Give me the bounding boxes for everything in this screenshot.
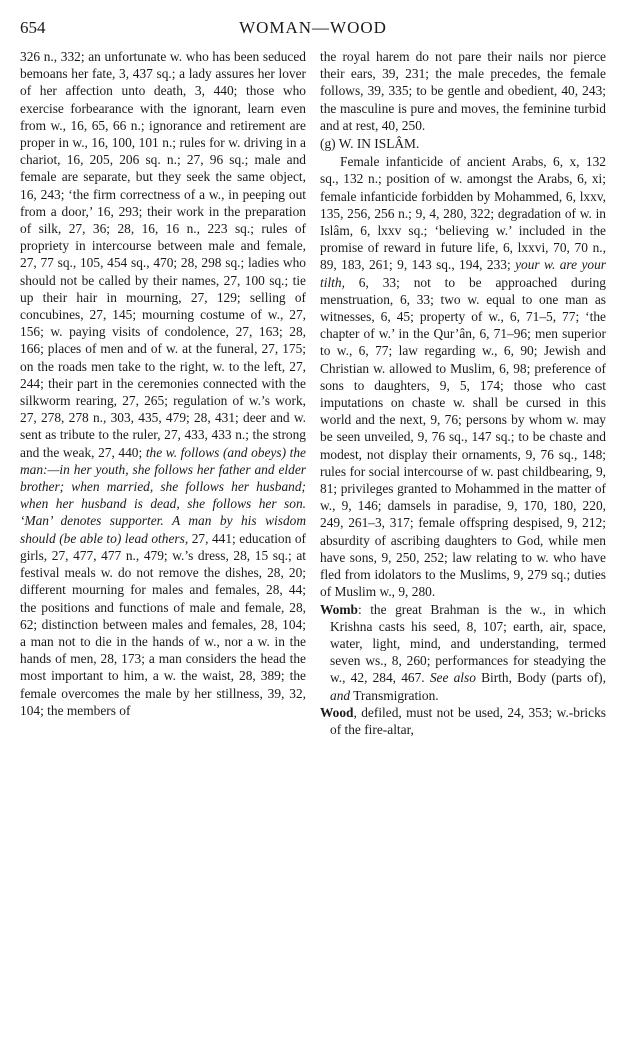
islam-text-2: 6, 33; not to be approached during menstruation, 6, 33; two w. equal to one man as witnesses, 6, 45; property of w., 6, 71–5, 77; ‘the chapter of w.’ in the Qur’ân, 6, 71–96; men superior to w., 6, 77; law regarding w., 6, 90; Jewish and Christian w. allowed to Muslim, 6, 98; preference of sons to daughters, 9, 5, 174; those who cast imputations on chaste w. shall be cursed in this world and the next, 9, 76; persons by whom w. may be seen unveiled, 9, 76 sq., 147 sq.; to be chaste and modest, not display their ornaments, 9, 76 sq., 148; rules for social intercourse of w. past childbearing, 9, 81; privileges granted to Mohammed in the matter of w., 9, 146; damsels in paradise, 9, 170, 180, 220, 249, 261–3, 317; female offspring despised, 9, 212; absurdity of ascribing daughters to God, while men have sons, 9, 250, 252; law relating to w. who have fled from idolators to the Muslims, 9, 279 sq.; duties of Muslim w., 9, 280.	[320, 274, 606, 600]
index-columns	[20, 48, 606, 738]
left-text: 326 n., 332; an unfortunate w. who has been seduced bemoans her fate, 3, 437 sq.; a lady assures her lover of her affection unto death, 3, 440; those who exercise forbearance with the ignorant, learn even from w., 16, 65, 66 n.; ignorance and retirement are proper in w., 16, 100, 101 n.; rules for w. driving in a chariot, 16, 205, 206 sq. n.; 27, 96 sq.; male and female are separate, but they seek the same object, 16, 243; ‘the firm correctness of a w., in peeping out from a door,’ 16, 293; their work in the preparation of silk, 27, 36; 28, 16, 16 n., 223 sq.; rules of propriety in intercourse between male and female, 27, 77 sq., 105, 454 sq., 470; 28, 298 sq.; ladies who should not be called by their names, 27, 100 sq.; tie up their hair in mourning, 27, 129; selling of concubines, 27, 145; mourning costume of w., 27, 156; w. paying visits of condolence, 27, 163; 28, 166; places of men and of w. at the funeral, 27, 175; on the roads men take to the right, w. to the left, 27, 244; their part in the ceremonies connected with the silkworm rearing, 27, 265; regulation of w.’s work, 27, 278, 278 n., 303, 435, 479; 28, 431; deer and w. sent as tribute to the ruler, 27, 433, 433 n.; the strong and the weak, 27, 440;	[20, 49, 306, 460]
woman-entry-continuation	[20, 48, 306, 719]
right-continuation: the royal harem do not pare their nails nor pierce their ears, 39, 231; the male precedes, the female follows, 39, 335; to be gentle and obedient, 40, 243; the masculine is pure and moves, the feminine turbid and at rest, 40, 250.	[320, 49, 606, 133]
womb-text-3: Transmigration.	[350, 687, 439, 703]
right-column	[320, 48, 606, 738]
wood-headword: Wood	[320, 704, 354, 720]
womb-entry	[320, 601, 606, 704]
womb-see-also: See also	[429, 670, 476, 686]
islam-italic: your w. are your tilth,	[320, 257, 606, 290]
running-head: WOMAN—WOOD	[239, 18, 387, 37]
left-italic-quote: the w. follows (and obeys) the man:—in her youth, she follows her father and elder brother; when married, she follows her husband; when her husband is dead, she follows her son. ‘Man’ denotes supporter. A man by his wisdom should (be able to) lead others,	[20, 444, 306, 546]
section-heading-islam: (g) W. IN ISLÂM.	[320, 136, 420, 152]
left-text-after: 27, 441; education of girls, 27, 477, 477 n., 479; w.’s dress, 28, 15 sq.; at festival meals w. do not remove the dishes, 28, 20; different mourning for males and females, 28, 44; the positions and functions of male and female, 28, 62; distinction between males and females, 28, 104; a man not to die in the hands of w., nor a w. in the hands of men, 28, 173; a man considers the head the most important to him, a w. the waist, 28, 389; the female overcomes the male by her stillness, 39, 32, 104; the members of	[20, 530, 306, 718]
islam-text-1: Female infanticide of ancient Arabs, 6, x, 132 sq., 132 n.; position of w. amongst the Arabs, 6, xi; female infanticide forbidden by Mohammed, 6, lxxv, 135, 256, 256 n.; 9, 4, 280, 322; degradation of w. in Islâm, 6, lxxv sq.; ‘believing w.’ included in the promise of reward in future life, 6, lxxvi, 70, 70 n., 89, 183, 261; 9, 143 sq., 194, 233;	[320, 154, 606, 273]
womb-text-1: : the great Brahman is the w., in which Krishna casts his seed, 8, 107; earth, air, space, water, light, mind, and understanding, termed seven ws., 8, 260; performances for steadying the w., 42, 284, 467.	[330, 601, 606, 686]
wood-text: , defiled, must not be used, 24, 353; w.-bricks of the fire-altar,	[330, 704, 606, 737]
left-column	[20, 48, 306, 738]
page-header	[20, 14, 606, 42]
islam-subentry	[320, 153, 606, 600]
womb-text-2: Birth, Body (parts of),	[475, 670, 606, 686]
womb-and: and	[330, 687, 351, 703]
page-number: 654	[20, 18, 46, 37]
wood-entry	[320, 704, 606, 738]
womb-headword: Womb	[320, 601, 358, 617]
